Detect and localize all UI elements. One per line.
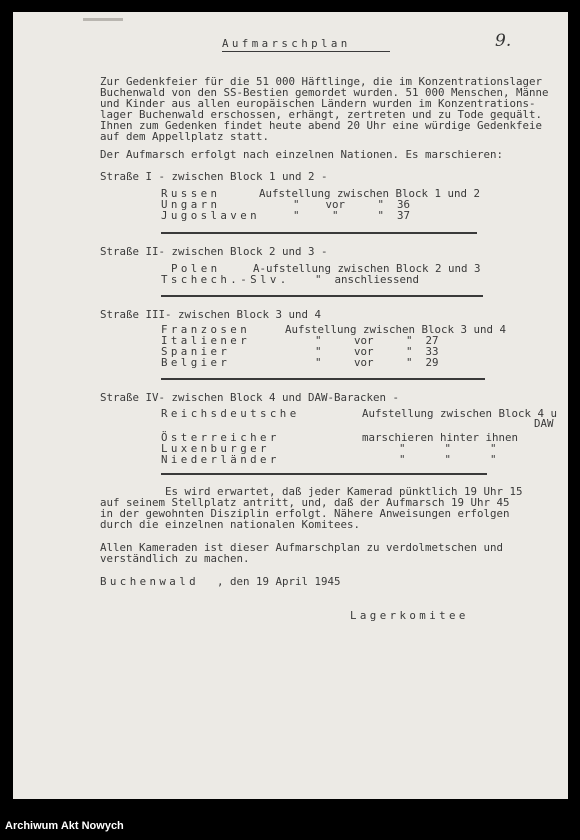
title-underline [222, 51, 390, 52]
section-heading: Straße I - zwischen Block 1 und 2 - [100, 170, 328, 183]
nation-info: " vor " 27 [315, 334, 439, 347]
intro-line: Zur Gedenkfeier für die 51 000 Häftlinge, die im Konzentrationslager [100, 75, 543, 88]
document-title: Aufmarschplan [222, 37, 351, 50]
signature: Lagerkomitee [350, 609, 469, 622]
intro-line: Ihnen zum Gedenken findet heute abend 20 Uhr eine würdige Gedenkfeie [100, 119, 543, 132]
document-page [13, 12, 568, 799]
translate-line: verständlich zu machen. [100, 552, 250, 565]
nation-name: Franzosen [161, 323, 251, 336]
place: Buchenwald [100, 575, 200, 588]
nation-name: Jugoslaven [161, 209, 261, 222]
nation-info: Aufstellung zwischen Block 1 und 2 [259, 187, 481, 200]
section-heading: Straße II- zwischen Block 2 und 3 - [100, 245, 328, 258]
closing-line: in der gewohnten Disziplin erfolgt. Nähere Anweisungen erfolgen [100, 507, 510, 520]
nation-name: Luxenburger [161, 442, 270, 455]
nation-name: Ungarn [161, 198, 221, 211]
section-divider [161, 295, 483, 297]
section-divider [161, 473, 487, 475]
nation-info: " vor " 33 [315, 345, 439, 358]
nation-info: Aufstellung zwischen Block 4 u [362, 407, 558, 420]
nation-info: " vor " 36 [293, 198, 411, 211]
intro-line: lager Buchenwald erschossen, erhängt, zertreten und zu Tode gequält. [100, 108, 543, 121]
nation-info: A-ufstellung zwischen Block 2 und 3 [253, 262, 481, 275]
page-number: 9. [495, 31, 512, 51]
nation-name: Niederländer [161, 453, 280, 466]
closing-line: Es wird erwartet, daß jeder Kamerad pünktlich 19 Uhr 15 [165, 485, 523, 498]
nation-name: Polen [171, 262, 221, 275]
translate-line: Allen Kameraden ist dieser Aufmarschplan zu verdolmetschen und [100, 541, 504, 554]
nation-name: Italiener [161, 334, 251, 347]
paper-stain [83, 18, 123, 21]
section-divider [161, 232, 477, 234]
intro-line: auf dem Appellplatz statt. [100, 130, 270, 143]
archive-label: Archiwum Akt Nowych [5, 820, 124, 832]
section-heading: Straße IV- zwischen Block 4 und DAW-Baracken - [100, 391, 400, 404]
section-heading: Straße III- zwischen Block 3 und 4 [100, 308, 322, 321]
nation-info: marschieren hinter ihnen [362, 431, 519, 444]
nation-info-extra: DAW [534, 417, 554, 430]
nation-name: Spanier [161, 345, 231, 358]
nation-name: Österreicher [161, 431, 280, 444]
closing-line: auf seinem Stellplatz antritt, und, daß der Aufmarsch 19 Uhr 45 [100, 496, 510, 509]
nation-info: " vor " 29 [315, 356, 439, 369]
nation-info: " " " 37 [293, 209, 411, 222]
nation-name: Reichsdeutsche [161, 407, 300, 420]
nation-info: " anschliessend [315, 273, 420, 286]
nation-name: Belgier [161, 356, 231, 369]
section-divider [161, 378, 485, 380]
date: , den 19 April 1945 [217, 575, 341, 588]
nation-name: Tschech.-Slv. [161, 273, 290, 286]
intro-line: und Kinder aus allen europäischen Ländern wurden im Konzentrations- [100, 97, 536, 110]
order-line: Der Aufmarsch erfolgt nach einzelnen Nationen. Es marschieren: [100, 148, 504, 161]
nation-info: " " " [399, 442, 497, 455]
closing-line: durch die einzelnen nationalen Komitees. [100, 518, 361, 531]
nation-info: Aufstellung zwischen Block 3 und 4 [285, 323, 507, 336]
intro-line: Buchenwald von den SS-Bestien gemordet wurden. 51 000 Menschen, Männe [100, 86, 549, 99]
nation-info: " " " [399, 453, 497, 466]
nation-name: Russen [161, 187, 221, 200]
